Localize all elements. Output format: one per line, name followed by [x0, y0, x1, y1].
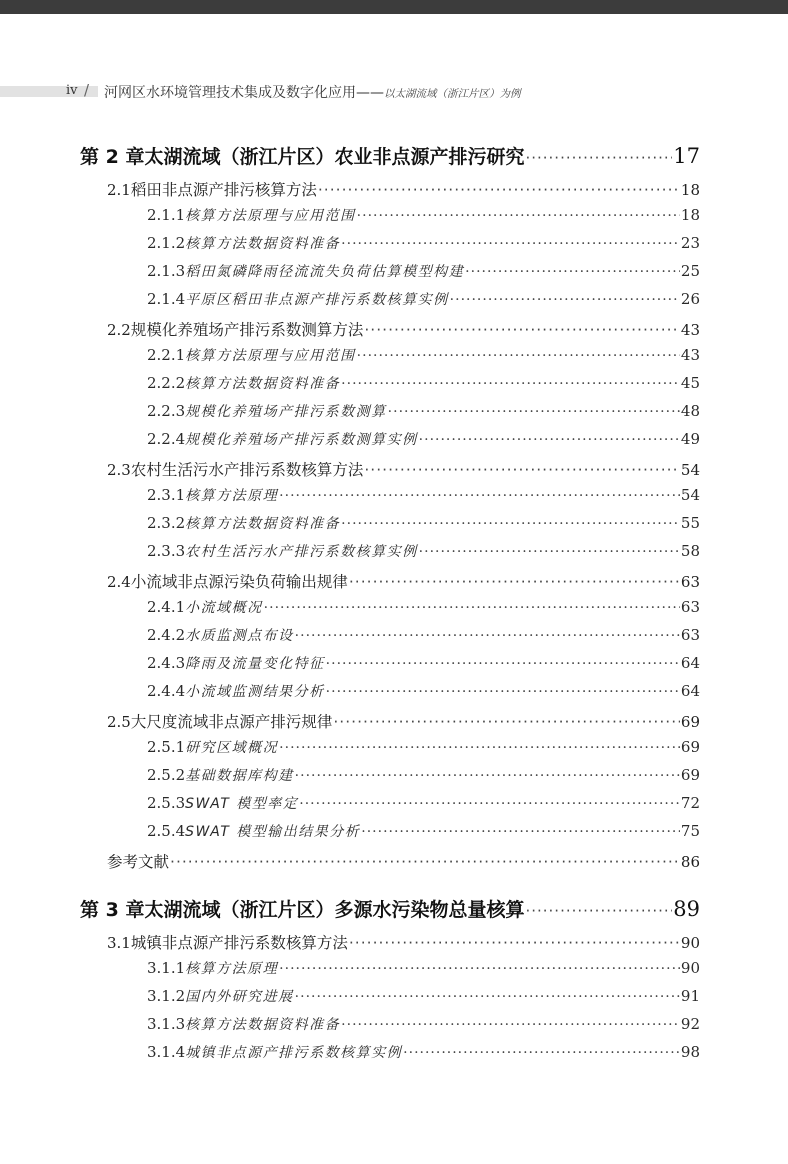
page-number: 48 [680, 402, 700, 420]
page-number: 18 [680, 206, 700, 224]
toc-section-3-1[interactable] [107, 931, 700, 953]
page-number: 63 [680, 598, 700, 616]
toc-subsection-2-5-2[interactable] [147, 765, 700, 785]
toc-subsection-2-1-2[interactable] [147, 233, 700, 253]
subsection-title: 国内外研究进展 [185, 989, 294, 1005]
subsection-title: 小流域监测结果分析 [185, 684, 325, 700]
dot-leader [295, 628, 680, 644]
chapter-title: 太湖流域（浙江片区）多源水污染物总量核算 [144, 899, 525, 921]
dot-leader [525, 902, 672, 920]
subsection-title: 水质监测点布设 [185, 628, 294, 644]
toc-subsection-2-1-4[interactable] [147, 289, 700, 309]
dot-leader [361, 824, 680, 840]
toc-subsection-2-3-3[interactable] [147, 541, 700, 561]
subsection-number: 2.3.3 [147, 542, 186, 560]
subsection-number: 2.4.3 [147, 654, 186, 672]
page-number: 18 [680, 181, 700, 199]
toc-subsection-2-5-4[interactable] [147, 821, 700, 841]
subsection-title: 核算方法数据资料准备 [185, 516, 341, 532]
page-number: 49 [680, 430, 700, 448]
chapter-number: 第 3 章 [80, 899, 145, 921]
toc-section-2-1[interactable] [107, 178, 700, 200]
dot-leader [388, 404, 680, 420]
toc-subsection-2-1-3[interactable] [147, 261, 700, 281]
dot-leader [364, 461, 680, 479]
subsection-title: 核算方法原理 [185, 961, 279, 977]
book-subtitle: 以太湖流域（浙江片区）为例 [384, 88, 521, 100]
subsection-number: 2.5.4 [147, 822, 186, 840]
subsection-title: 核算方法数据资料准备 [185, 1017, 341, 1033]
page-number: 63 [680, 573, 700, 591]
subsection-title: 研究区域概况 [185, 740, 279, 756]
section-title: 大尺度流域非点源产排污规律 [130, 713, 333, 731]
dot-leader [450, 292, 680, 308]
toc-subsection-2-4-1[interactable] [147, 597, 700, 617]
toc-subsection-2-4-2[interactable] [147, 625, 700, 645]
book-title-main: 河网区水环境管理技术集成及数字化应用—— [104, 85, 384, 101]
subsection-number: 2.4.1 [147, 598, 186, 616]
dot-leader [264, 600, 680, 616]
subsection-number: 2.5.2 [147, 766, 186, 784]
subsection-number: 2.4.4 [147, 682, 186, 700]
section-number: 3.1 [107, 934, 131, 952]
toc-subsection-2-1-1[interactable] [147, 205, 700, 225]
toc-subsection-2-5-1[interactable] [147, 737, 700, 757]
dot-leader [419, 544, 680, 560]
subsection-number: 2.2.1 [147, 346, 186, 364]
subsection-title: SWAT 模型输出结果分析 [185, 824, 361, 840]
subsection-title: 平原区稻田非点源产排污系数核算实例 [185, 292, 449, 308]
page-number: 89 [673, 897, 700, 921]
page-number: 58 [680, 542, 700, 560]
section-title: 规模化养殖场产排污系数测算方法 [130, 321, 364, 339]
page-number: 69 [680, 713, 700, 731]
toc-subsection-3-1-1[interactable] [147, 958, 700, 978]
subsection-title: 核算方法原理 [185, 488, 279, 504]
page-number: 72 [680, 794, 700, 812]
chapter-title: 太湖流域（浙江片区）农业非点源产排污研究 [144, 146, 525, 168]
page-number: 26 [680, 290, 700, 308]
toc-subsection-3-1-3[interactable] [147, 1014, 700, 1034]
page-number: 45 [680, 374, 700, 392]
toc-subsection-2-2-2[interactable] [147, 373, 700, 393]
dot-leader [349, 934, 680, 952]
subsection-title: 城镇非点源产排污系数核算实例 [185, 1045, 403, 1061]
page-number: 75 [680, 822, 700, 840]
dot-leader [279, 961, 680, 977]
toc-subsection-3-1-4[interactable] [147, 1042, 700, 1062]
dot-leader [465, 264, 680, 280]
dot-leader [341, 236, 680, 252]
page-number: 69 [680, 766, 700, 784]
page-number: 90 [680, 959, 700, 977]
toc-chapter-3[interactable] [80, 895, 700, 922]
subsection-title: 规模化养殖场产排污系数测算实例 [185, 432, 418, 448]
chapter-number: 第 2 章 [80, 146, 145, 168]
subsection-number: 2.1.4 [147, 290, 186, 308]
page-number: 17 [673, 144, 700, 168]
section-title: 稻田非点源产排污核算方法 [130, 181, 317, 199]
page-number: 43 [680, 346, 700, 364]
page-number: 25 [680, 262, 700, 280]
toc-subsection-2-4-3[interactable] [147, 653, 700, 673]
page-number: 64 [680, 654, 700, 672]
subsection-number: 3.1.1 [147, 959, 186, 977]
section-number: 2.1 [107, 181, 131, 199]
page-number: 64 [680, 682, 700, 700]
dot-leader [326, 656, 680, 672]
subsection-title: 基础数据库构建 [185, 768, 294, 784]
dot-leader [525, 149, 672, 167]
page-number: 43 [680, 321, 700, 339]
section-title: 小流域非点源污染负荷输出规律 [130, 573, 348, 591]
subsection-number: 2.1.3 [147, 262, 186, 280]
page-number: 63 [680, 626, 700, 644]
page-number: 69 [680, 738, 700, 756]
slash-divider: / [84, 81, 90, 99]
toc-subsection-2-2-1[interactable] [147, 345, 700, 365]
subsection-title: 稻田氮磷降雨径流流失负荷估算模型构建 [185, 264, 465, 280]
references-title: 参考文献 [107, 853, 170, 871]
subsection-title: SWAT 模型率定 [185, 796, 299, 812]
toc-references[interactable] [107, 850, 700, 872]
dot-leader [403, 1045, 680, 1061]
subsection-number: 2.4.2 [147, 626, 186, 644]
dot-leader [341, 516, 680, 532]
toc-subsection-2-4-4[interactable] [147, 681, 700, 701]
subsection-title: 规模化养殖场产排污系数测算 [185, 404, 387, 420]
dot-leader [357, 348, 680, 364]
page-number: 86 [680, 853, 700, 871]
toc-section-2-4[interactable] [107, 570, 700, 592]
dot-leader [299, 796, 680, 812]
toc-subsection-2-3-2[interactable] [147, 513, 700, 533]
subsection-title: 降雨及流量变化特征 [185, 656, 325, 672]
page-numeral: iv [66, 83, 78, 98]
subsection-number: 2.5.3 [147, 794, 186, 812]
section-title: 城镇非点源产排污系数核算方法 [130, 934, 348, 952]
toc-subsection-3-1-2[interactable] [147, 986, 700, 1006]
dot-leader [326, 684, 680, 700]
subsection-title: 核算方法数据资料准备 [185, 236, 341, 252]
section-number: 2.5 [107, 713, 131, 731]
toc-section-2-2[interactable] [107, 318, 700, 340]
page-number: 55 [680, 514, 700, 532]
toc-subsection-2-2-3[interactable] [147, 401, 700, 421]
page-number: 92 [680, 1015, 700, 1033]
dot-leader [295, 768, 680, 784]
page-number: 91 [680, 987, 700, 1005]
toc-section-2-5[interactable] [107, 710, 700, 732]
page-number: 23 [680, 234, 700, 252]
subsection-number: 2.5.1 [147, 738, 186, 756]
subsection-number: 2.1.2 [147, 234, 186, 252]
subsection-number: 3.1.4 [147, 1043, 186, 1061]
section-number: 2.4 [107, 573, 131, 591]
toc-subsection-2-2-4[interactable] [147, 429, 700, 449]
dot-leader [349, 573, 680, 591]
dot-leader [357, 208, 680, 224]
dot-leader [279, 488, 680, 504]
dot-leader [170, 853, 680, 871]
subsection-number: 3.1.2 [147, 987, 186, 1005]
dot-leader [364, 321, 680, 339]
subsection-number: 2.2.3 [147, 402, 186, 420]
dot-leader [333, 713, 680, 731]
toc-subsection-2-5-3[interactable] [147, 793, 700, 813]
section-title: 农村生活污水产排污系数核算方法 [130, 461, 364, 479]
section-number: 2.2 [107, 321, 131, 339]
dot-leader [279, 740, 680, 756]
dot-leader [341, 376, 680, 392]
subsection-number: 2.3.2 [147, 514, 186, 532]
toc-subsection-2-3-1[interactable] [147, 485, 700, 505]
dot-leader [295, 989, 680, 1005]
page-number: 54 [680, 461, 700, 479]
dot-leader [318, 181, 680, 199]
toc-section-2-3[interactable] [107, 458, 700, 480]
subsection-number: 2.2.2 [147, 374, 186, 392]
subsection-title: 核算方法数据资料准备 [185, 376, 341, 392]
page-number: 90 [680, 934, 700, 952]
page-number: 54 [680, 486, 700, 504]
subsection-number: 2.2.4 [147, 430, 186, 448]
subsection-title: 核算方法原理与应用范围 [185, 348, 356, 364]
toc-chapter-2[interactable] [80, 142, 700, 169]
subsection-number: 2.1.1 [147, 206, 186, 224]
subsection-title: 小流域概况 [185, 600, 263, 616]
subsection-title: 农村生活污水产排污系数核算实例 [185, 544, 418, 560]
subsection-number: 3.1.3 [147, 1015, 186, 1033]
subsection-title: 核算方法原理与应用范围 [185, 208, 356, 224]
dot-leader [419, 432, 680, 448]
page-number: 98 [680, 1043, 700, 1061]
section-number: 2.3 [107, 461, 131, 479]
dot-leader [341, 1017, 680, 1033]
subsection-number: 2.3.1 [147, 486, 186, 504]
